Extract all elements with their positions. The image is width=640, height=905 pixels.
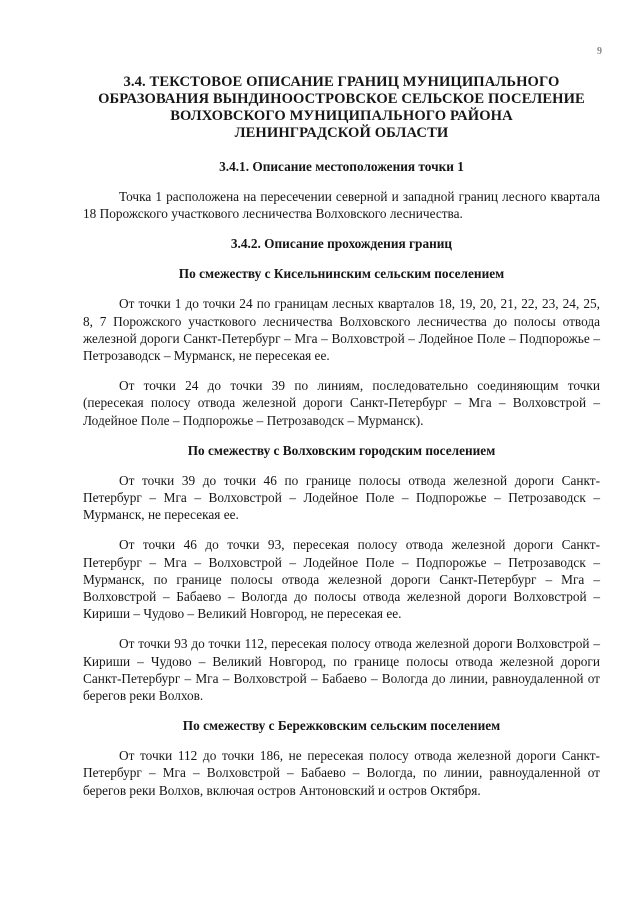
boundary-paragraph: От точки 46 до точки 93, пересекая полосу отвода железной дороги Санкт-Петербург – Мга – Волховстрой – Лодейное Поле – Подпорожье – Петрозаводск – Мурманск, по границе полосы отвода железной дороги Санкт-Петербург – Мга – Волховстрой – Бабаево – Вологда до полосы отвода железной дороги Волховстрой – Кириши – Чудово – Великий Новгород, не пересекая ее. xyxy=(83,537,600,622)
group-heading-berezhkovskoe: По смежеству с Бережковским сельским поселением xyxy=(182,718,501,734)
page-number: 9 xyxy=(597,46,602,57)
boundary-paragraph: От точки 112 до точки 186, не пересекая полосу отвода железной дороги Санкт-Петербург – Мга – Волховстрой – Бабаево – Вологда, по линии, равноудаленной от берегов реки Волхов, включая остров Антоновский и остров Октября. xyxy=(83,748,600,798)
boundary-paragraph: От точки 39 до точки 46 по границе полосы отвода железной дороги Санкт-Петербург – Мга – Волховстрой – Лодейное Поле – Подпорожье – Петрозаводск – Мурманск, не пересекая ее. xyxy=(83,472,600,523)
title-line: ОБРАЗОВАНИЯ ВЫНДИНООСТРОВСКОЕ СЕЛЬСКОЕ ПОСЕЛЕНИЕ xyxy=(98,91,585,107)
title-line: ВОЛХОВСКОГО МУНИЦИПАЛЬНОГО РАЙОНА xyxy=(170,108,513,124)
group-heading-volkhovskoe: По смежеству с Волховским городским поселением xyxy=(187,442,496,458)
boundary-paragraph: От точки 1 до точки 24 по границам лесных кварталов 18, 19, 20, 21, 22, 23, 24, 25, 8, 7 Порожского участкового лесничества Волховского лесничества до полосы отвода железной дороги Санкт-Петербург – Мга – Волховстрой – Лодейное Поле – Подпорожье – Петрозаводск – Мурманск, не пересекая ее. xyxy=(83,296,600,364)
section-341-heading: 3.4.1. Описание местоположения точки 1 xyxy=(219,159,464,174)
document-body xyxy=(83,74,600,812)
title-line: ЛЕНИНГРАДСКОЙ ОБЛАСТИ xyxy=(234,125,449,141)
group-heading-kiselninskoe: По смежеству с Кисельнинским сельским поселением xyxy=(178,266,505,282)
boundary-paragraph: От точки 93 до точки 112, пересекая полосу отвода железной дороги Волховстрой – Кириши – Чудово – Великий Новгород, по границе полосы отвода железной дороги Санкт-Петербург – Мга – Волховстрой – Бабаево – Вологда до линии, равноудаленной от берегов реки Волхов. xyxy=(83,636,600,704)
section-341-paragraph: Точка 1 расположена на пересечении северной и западной границ лесного квартала 18 Порожского участкового лесничества Волховского лесничества. xyxy=(83,189,600,222)
document-title xyxy=(83,74,600,142)
title-line: 3.4. ТЕКСТОВОЕ ОПИСАНИЕ ГРАНИЦ МУНИЦИПАЛЬНОГО xyxy=(123,74,560,90)
boundary-paragraph: От точки 24 до точки 39 по линиям, последовательно соединяющим точки (пересекая полосу отвода железной дороги Санкт-Петербург – Мга – Волховстрой – Лодейное Поле – Подпорожье – Петрозаводск – Мурманск). xyxy=(83,378,600,428)
section-342-heading: 3.4.2. Описание прохождения границ xyxy=(230,236,453,252)
